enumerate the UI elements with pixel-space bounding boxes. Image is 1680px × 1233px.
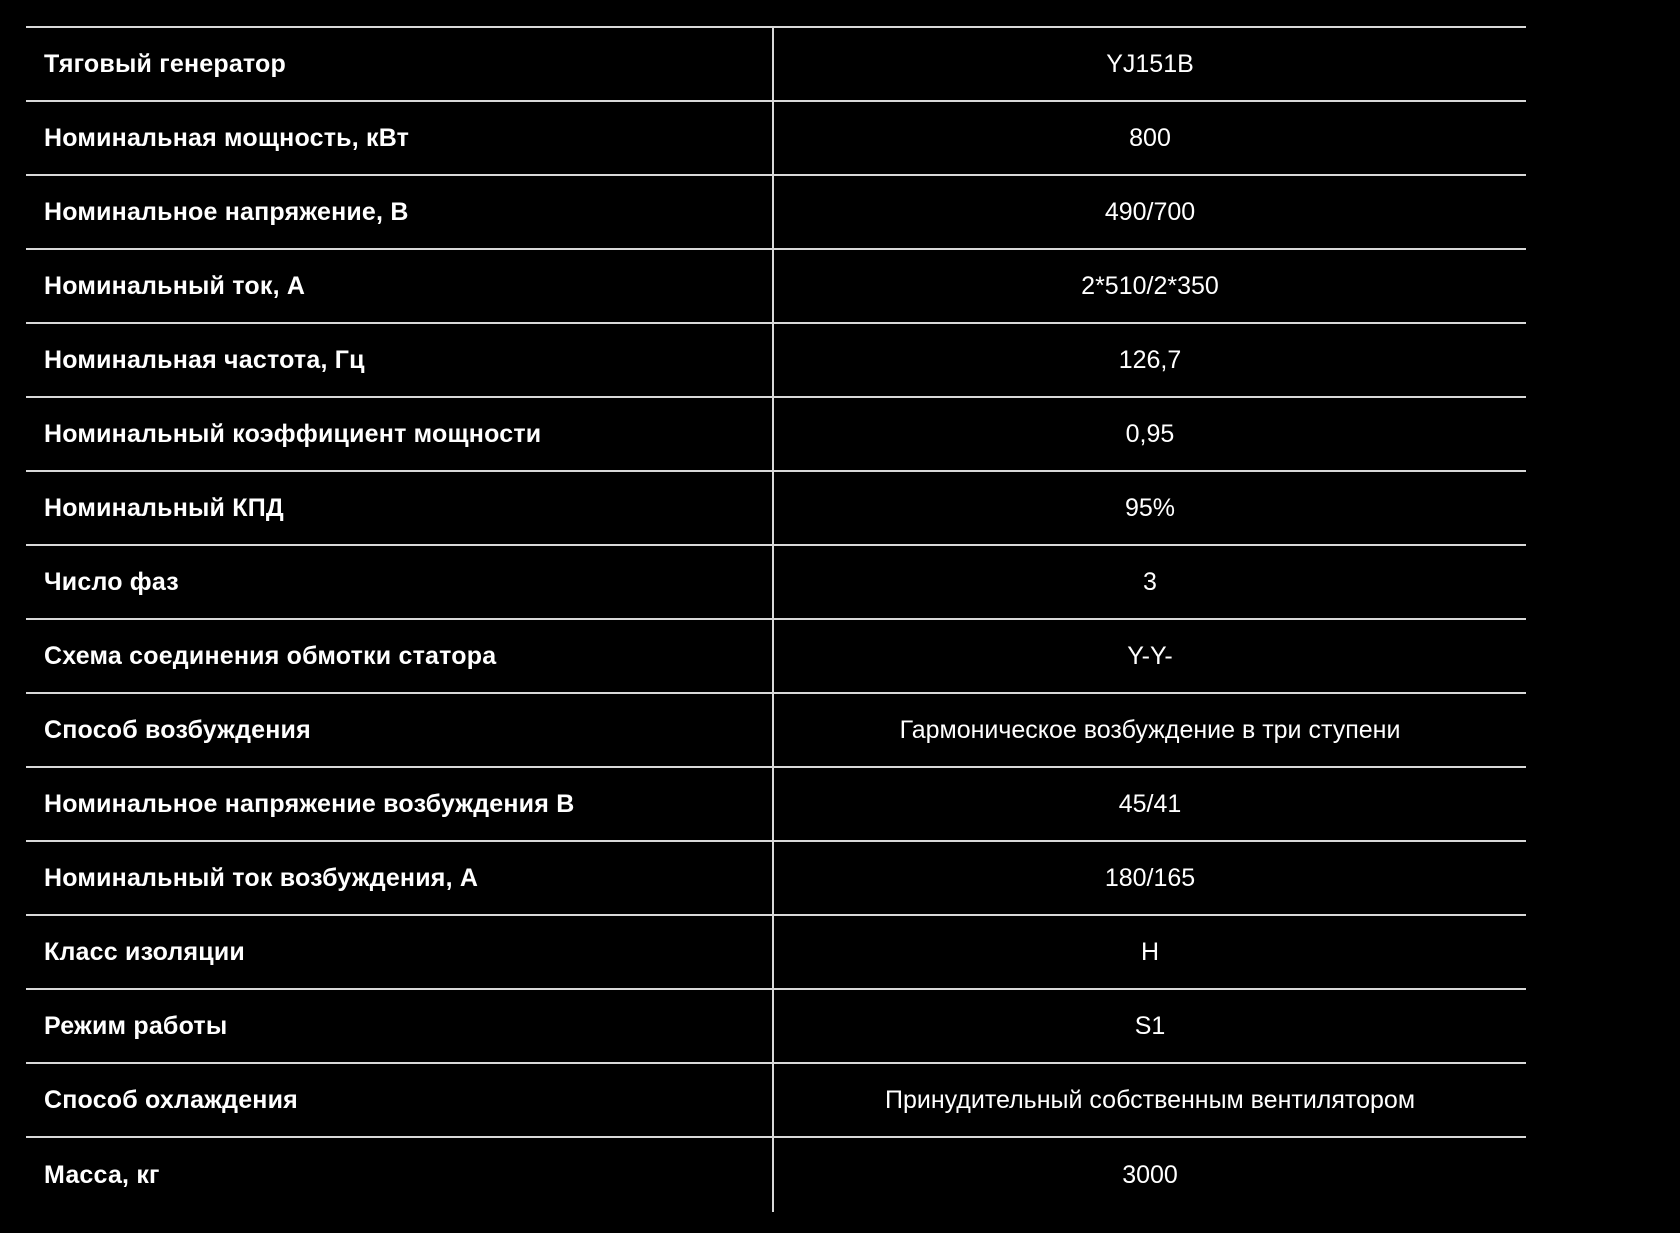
table-row — [26, 471, 1526, 545]
table-row — [26, 175, 1526, 249]
table-row — [26, 915, 1526, 989]
table-row — [26, 693, 1526, 767]
param-value: 3 — [773, 545, 1526, 619]
param-value: 3000 — [1122, 1160, 1178, 1189]
table-row — [26, 989, 1526, 1063]
param-name: Номинальная частота, Гц — [26, 323, 773, 397]
table-row — [26, 767, 1526, 841]
param-name: Режим работы — [26, 989, 773, 1063]
param-value: S1 — [773, 989, 1526, 1063]
param-name: Класс изоляции — [26, 915, 773, 989]
param-value: 800 — [773, 101, 1526, 175]
param-value: 126,7 — [773, 323, 1526, 397]
param-value: 180/165 — [773, 841, 1526, 915]
param-name: Номинальное напряжение, В — [26, 175, 773, 249]
param-name: Номинальный ток, А — [26, 249, 773, 323]
param-value: 2*510/2*350 — [773, 249, 1526, 323]
table-row — [26, 1137, 1526, 1212]
table-row — [26, 397, 1526, 471]
specifications-body — [26, 27, 1526, 1212]
param-name: Число фаз — [26, 545, 773, 619]
specifications-table — [26, 26, 1526, 1212]
table-row — [26, 841, 1526, 915]
param-value: Y-Y- — [773, 619, 1526, 693]
param-name: Номинальный коэффициент мощности — [26, 397, 773, 471]
param-name: Схема соединения обмотки статора — [26, 619, 773, 693]
table-row — [26, 1063, 1526, 1137]
param-name: Способ охлаждения — [26, 1063, 773, 1137]
param-name: Номинальный ток возбуждения, А — [26, 841, 773, 915]
param-value: H — [773, 915, 1526, 989]
param-name: Способ возбуждения — [26, 693, 773, 767]
param-value: 490/700 — [773, 175, 1526, 249]
table-row — [26, 249, 1526, 323]
param-name: Номинальное напряжение возбуждения В — [26, 767, 773, 841]
param-value: YJ151B — [773, 27, 1526, 101]
param-name: Масса, кг — [26, 1137, 773, 1212]
table-row — [26, 101, 1526, 175]
param-value: 45/41 — [773, 767, 1526, 841]
param-value: 95% — [773, 471, 1526, 545]
table-row — [26, 545, 1526, 619]
table-row — [26, 619, 1526, 693]
table-row — [26, 27, 1526, 101]
param-name: Тяговый генератор — [26, 27, 773, 101]
param-value: Гармоническое возбуждение в три ступени — [773, 693, 1526, 767]
param-value: 0,95 — [773, 397, 1526, 471]
param-name: Номинальный КПД — [26, 471, 773, 545]
param-name: Номинальная мощность, кВт — [26, 101, 773, 175]
table-row — [26, 323, 1526, 397]
param-value: Принудительный собственным вентилятором — [773, 1063, 1526, 1137]
